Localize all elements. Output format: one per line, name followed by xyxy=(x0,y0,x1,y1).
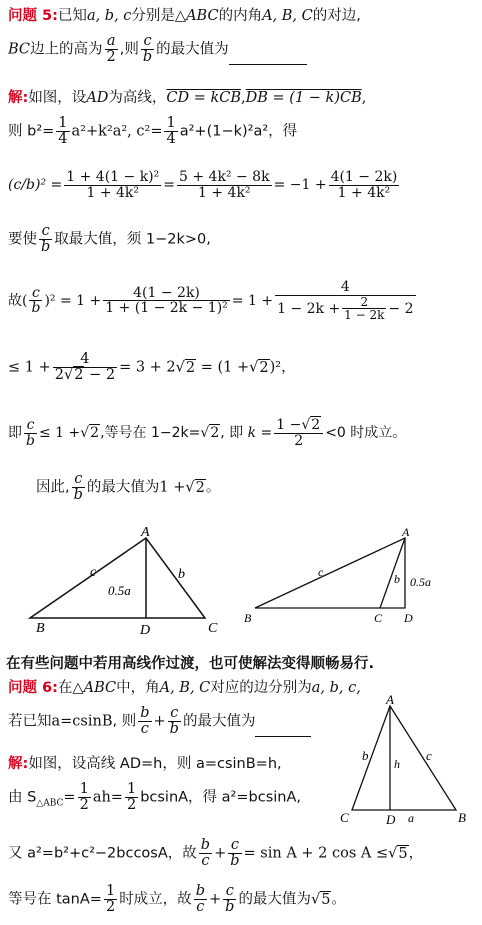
svg-text:D: D xyxy=(386,812,396,827)
svg-text:B: B xyxy=(36,621,45,636)
solution5-label: 解: xyxy=(8,90,29,106)
svg-text:D: D xyxy=(404,611,413,625)
problem6-label: 问题 6: xyxy=(8,680,58,696)
solution6-line2: 由 $S_{\triangle ABC}=$ $\frac{1}{2}$ ah= $\frac{1}{2}$ bcsinA，得 a²=bcsinA, xyxy=(8,781,301,814)
svg-text:A: A xyxy=(386,692,394,707)
solution5-line7: 即 $\frac{c}{b}$ ≤ 1 +√2,等号在 1−2k=√2, 即 k = $\frac{1 -√2}{2}$ <0 时成立。 xyxy=(8,417,407,449)
solution5-line4: 要使 $\frac{c}{b}$ 取最大值，须 1−2k>0, xyxy=(8,223,211,256)
triangle-figure-left xyxy=(30,525,218,638)
svg-text:a: a xyxy=(408,811,414,825)
solution6-line1: 解:如图，设高线 AD=h，则 a=csinB=h, xyxy=(8,756,282,772)
answer-blank xyxy=(229,52,307,65)
svg-text:C: C xyxy=(208,621,218,636)
svg-text:b: b xyxy=(362,748,369,763)
svg-text:A: A xyxy=(402,525,410,539)
svg-text:b: b xyxy=(394,572,400,586)
svg-text:B: B xyxy=(458,810,466,825)
problem6-line1: 问题 6:在△ABC中，角A, B, C对应的边分别为a, b, c, xyxy=(8,680,361,696)
triangle-figure-problem6 xyxy=(330,690,482,830)
height-fraction: $\frac{a}{2}$ xyxy=(106,33,116,66)
svg-text:c: c xyxy=(90,565,97,580)
problem5-line2: BC边上的高为 $\frac{a}{2}$ ,则 $\frac{c}{b}$ 的最大值为 xyxy=(8,34,307,65)
transition-text: 在有些问题中若用高线作过渡，也可使解法变得顺畅易行. xyxy=(6,656,375,672)
solution5-line2: 则 b²= $\frac{1}{4}$ a²+k²a², c²= $\frac{1}{4}$ a²+(1−k)²a²，得 xyxy=(8,115,298,148)
problem6-line2: 若已知a=csinB, 则 $\frac{b}{c}$ + $\frac{c}{b}$ 的最大值为 xyxy=(8,706,311,737)
ratio-fraction: $\frac{c}{b}$ xyxy=(142,33,153,66)
svg-text:A: A xyxy=(141,525,150,540)
solution5-line6: ≤ 1 + $\frac{4}{2√2 - 2}$ = 3 + 2√2 = (1 +√2)²， xyxy=(8,351,296,384)
solution5-line8: 因此, $\frac{c}{b}$ 的最大值为1 +√2。 xyxy=(36,471,221,504)
svg-text:0.5a: 0.5a xyxy=(410,575,431,589)
triangle-figure-right xyxy=(244,525,431,625)
svg-text:B: B xyxy=(244,611,252,625)
svg-text:C: C xyxy=(340,810,349,825)
solution6-line4: 等号在 tanA= $\frac{1}{2}$ 时成立，故 $\frac{b}{c}$ + $\frac{c}{b}$ 的最大值为√5。 xyxy=(8,883,346,916)
svg-text:c: c xyxy=(426,748,432,763)
solution5-line5: 故( $\frac{c}{b}$ )² = 1 + $\frac{4(1 - 2k)}{\text{1 + (1 − 2k − 1)²}}$ = 1 + 4 1 − 2k + $\frac{2}{1 - 2k}$ − 2 xyxy=(8,279,414,323)
solution6-label: 解: xyxy=(8,756,29,772)
problem5-label: 问题 5: xyxy=(8,8,58,24)
problem5-line1: 问题 5:已知a, b, c分别是△ABC的内角A, B, C的对边, xyxy=(8,8,361,24)
problem5-figures xyxy=(0,520,482,640)
solution5-line3: (c/b)² = $\frac{\text{1 + 4(1 − k)²}}{\text{1 + 4k²}}$ = $\frac{\text{5 + 4k² − 8k}}{\text{1 + 4k²}}$ = −1 + $\frac{4(1 - 2k)}{\text{1 + 4k²}}$ xyxy=(8,169,398,201)
svg-text:c: c xyxy=(318,565,324,579)
solution5-line1: 解:如图，设AD为高线，CD = kCB,DB = (1 − k)CB, xyxy=(8,90,367,106)
solution6-line3: 又 a²=b²+c²−2bccosA，故 $\frac{b}{c}$ + $\frac{c}{b}$ = sin A + 2 cos A ≤√5， xyxy=(8,837,424,870)
svg-text:C: C xyxy=(374,611,383,625)
answer-blank-6 xyxy=(255,724,311,737)
svg-text:b: b xyxy=(178,567,185,582)
svg-text:D: D xyxy=(140,623,151,638)
svg-text:h: h xyxy=(394,757,400,771)
svg-text:0.5a: 0.5a xyxy=(108,583,131,598)
